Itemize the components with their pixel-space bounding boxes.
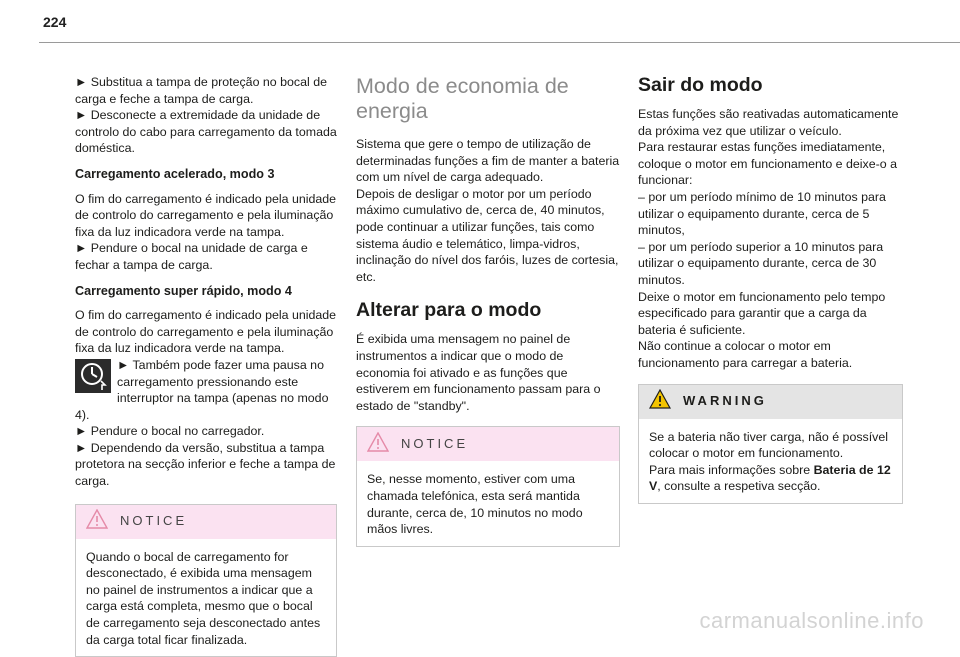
heading-mode-3: Carregamento acelerado, modo 3 bbox=[75, 166, 275, 181]
exit-line: Para restaurar estas funções imediatamente, coloque o motor em funcionamento e deixe-o a funcionar: bbox=[638, 140, 897, 188]
switch-to-mode-text: É exibida uma mensagem no painel de instrumentos a indicar que o modo de economia foi ativado e as funções que estiverem em funcionamento passam para o estado de "standby". bbox=[356, 332, 601, 413]
notice-box-charging bbox=[75, 504, 337, 657]
mode-3-end-text: O fim do carregamento é indicado pela unidade de controlo do carregamento e pela iluminação fixa da luz indicadora verde na tampa. bbox=[75, 191, 337, 239]
step-replace-cap: ► Substitua a tampa de proteção no bocal de carga e feche a tampa de carga. bbox=[75, 75, 327, 106]
exit-line: Deixe o motor em funcionamento pelo tempo especificado para garantir que a carga da bateria é suficiente. bbox=[638, 289, 886, 337]
column-left bbox=[75, 74, 337, 657]
exit-line: Não continue a colocar o motor em funcionamento para carregar a bateria. bbox=[638, 339, 853, 370]
notice-text: Se, nesse momento, estiver com uma chamada telefónica, esta será mantida durante, cerca de, 10 minutos no modo mãos livres. bbox=[367, 472, 583, 537]
warning-box-battery bbox=[638, 384, 903, 504]
notice-body bbox=[76, 539, 336, 657]
exit-line: – por um período superior a 10 minutos para utilizar o equipamento durante, cerca de 30 minutos. bbox=[638, 239, 884, 287]
mode-4-pause-text: ► Também pode fazer uma pausa no carregamento pressionando este interruptor na tampa (apenas no modo 4). bbox=[75, 357, 329, 422]
column-right bbox=[638, 74, 903, 504]
exit-line: Estas funções são reativadas automaticamente da próxima vez que utilizar o veículo. bbox=[638, 107, 899, 138]
mode-4-hang-nozzle: ► Pendure o bocal no carregador. bbox=[75, 424, 265, 439]
warning-text-2 bbox=[649, 462, 892, 495]
notice-box-phone-call bbox=[356, 426, 620, 546]
warning-text-2-pre: Para mais informações sobre bbox=[649, 462, 814, 477]
heading-mode-4: Carregamento super rápido, modo 4 bbox=[75, 283, 292, 298]
watermark: carmanualsonline.info bbox=[699, 608, 924, 633]
column-middle bbox=[356, 74, 620, 547]
heading-exit-mode: Sair do modo bbox=[638, 74, 763, 96]
notice-triangle-icon bbox=[367, 432, 389, 457]
energy-economy-intro: Sistema que gere o tempo de utilização de determinadas funções a fim de manter a bateria com um nível de carga adequado. bbox=[356, 137, 620, 185]
warning-body bbox=[639, 419, 902, 503]
notice-label: NOTICE bbox=[401, 436, 469, 452]
mode-4-pause-block bbox=[75, 357, 337, 423]
warning-label: WARNING bbox=[683, 393, 767, 409]
warning-triangle-icon bbox=[649, 389, 671, 414]
exit-line: – por um período mínimo de 10 minutos para utilizar o equipamento durante, cerca de 5 minutos, bbox=[638, 189, 886, 238]
mode-4-replace-cover: ► Dependendo da versão, substitua a tampa protetora na secção inferior e feche a tampa de carga. bbox=[75, 440, 336, 489]
notice-text: Quando o bocal de carregamento for desconectado, é exibida uma mensagem no painel de instrumentos a indicar que a carga está completa, mesmo que o bocal de carregamento seja desconectado antes da carga total ficar finalizada. bbox=[86, 549, 321, 647]
battery-reference: Bateria de 12 V bbox=[649, 462, 891, 494]
section-title-energy-economy: Modo de economia de energia bbox=[356, 74, 569, 123]
energy-economy-detail: Depois de desligar o motor por um período máximo cumulativo de, cerca de, 40 minutos, pode continuar a utilizar funções, tais como sistema áudio e telemático, limpa-vidros, inclinação do nível dos faróis, luzes de cortesia, etc. bbox=[356, 186, 619, 284]
mode-3-hang-nozzle: ► Pendure o bocal na unidade de carga e fechar a tampa de carga. bbox=[75, 241, 308, 272]
notice-body bbox=[357, 461, 619, 545]
charging-pause-switch-icon bbox=[75, 359, 111, 393]
warning-header bbox=[639, 385, 902, 419]
exit-mode-text bbox=[638, 106, 903, 372]
notice-header bbox=[357, 427, 619, 461]
page-number: 224 bbox=[43, 14, 67, 30]
notice-header bbox=[76, 505, 336, 539]
step-disconnect-cable: ► Desconecte a extremidade da unidade de controlo do cabo para carregamento da tomada doméstica. bbox=[75, 108, 337, 156]
warning-text-1: Se a bateria não tiver carga, não é possível colocar o motor em funcionamento. bbox=[649, 429, 889, 461]
heading-switch-to-mode: Alterar para o modo bbox=[356, 299, 542, 322]
notice-triangle-icon bbox=[86, 509, 108, 534]
warning-text-2-post: , consulte a respetiva secção. bbox=[657, 479, 821, 494]
mode-4-end-text: O fim do carregamento é indicado pela unidade de controlo do carregamento e pela iluminação fixa da luz indicadora verde na tampa. bbox=[75, 308, 337, 356]
notice-label: NOTICE bbox=[120, 513, 188, 529]
header-divider bbox=[39, 42, 960, 43]
